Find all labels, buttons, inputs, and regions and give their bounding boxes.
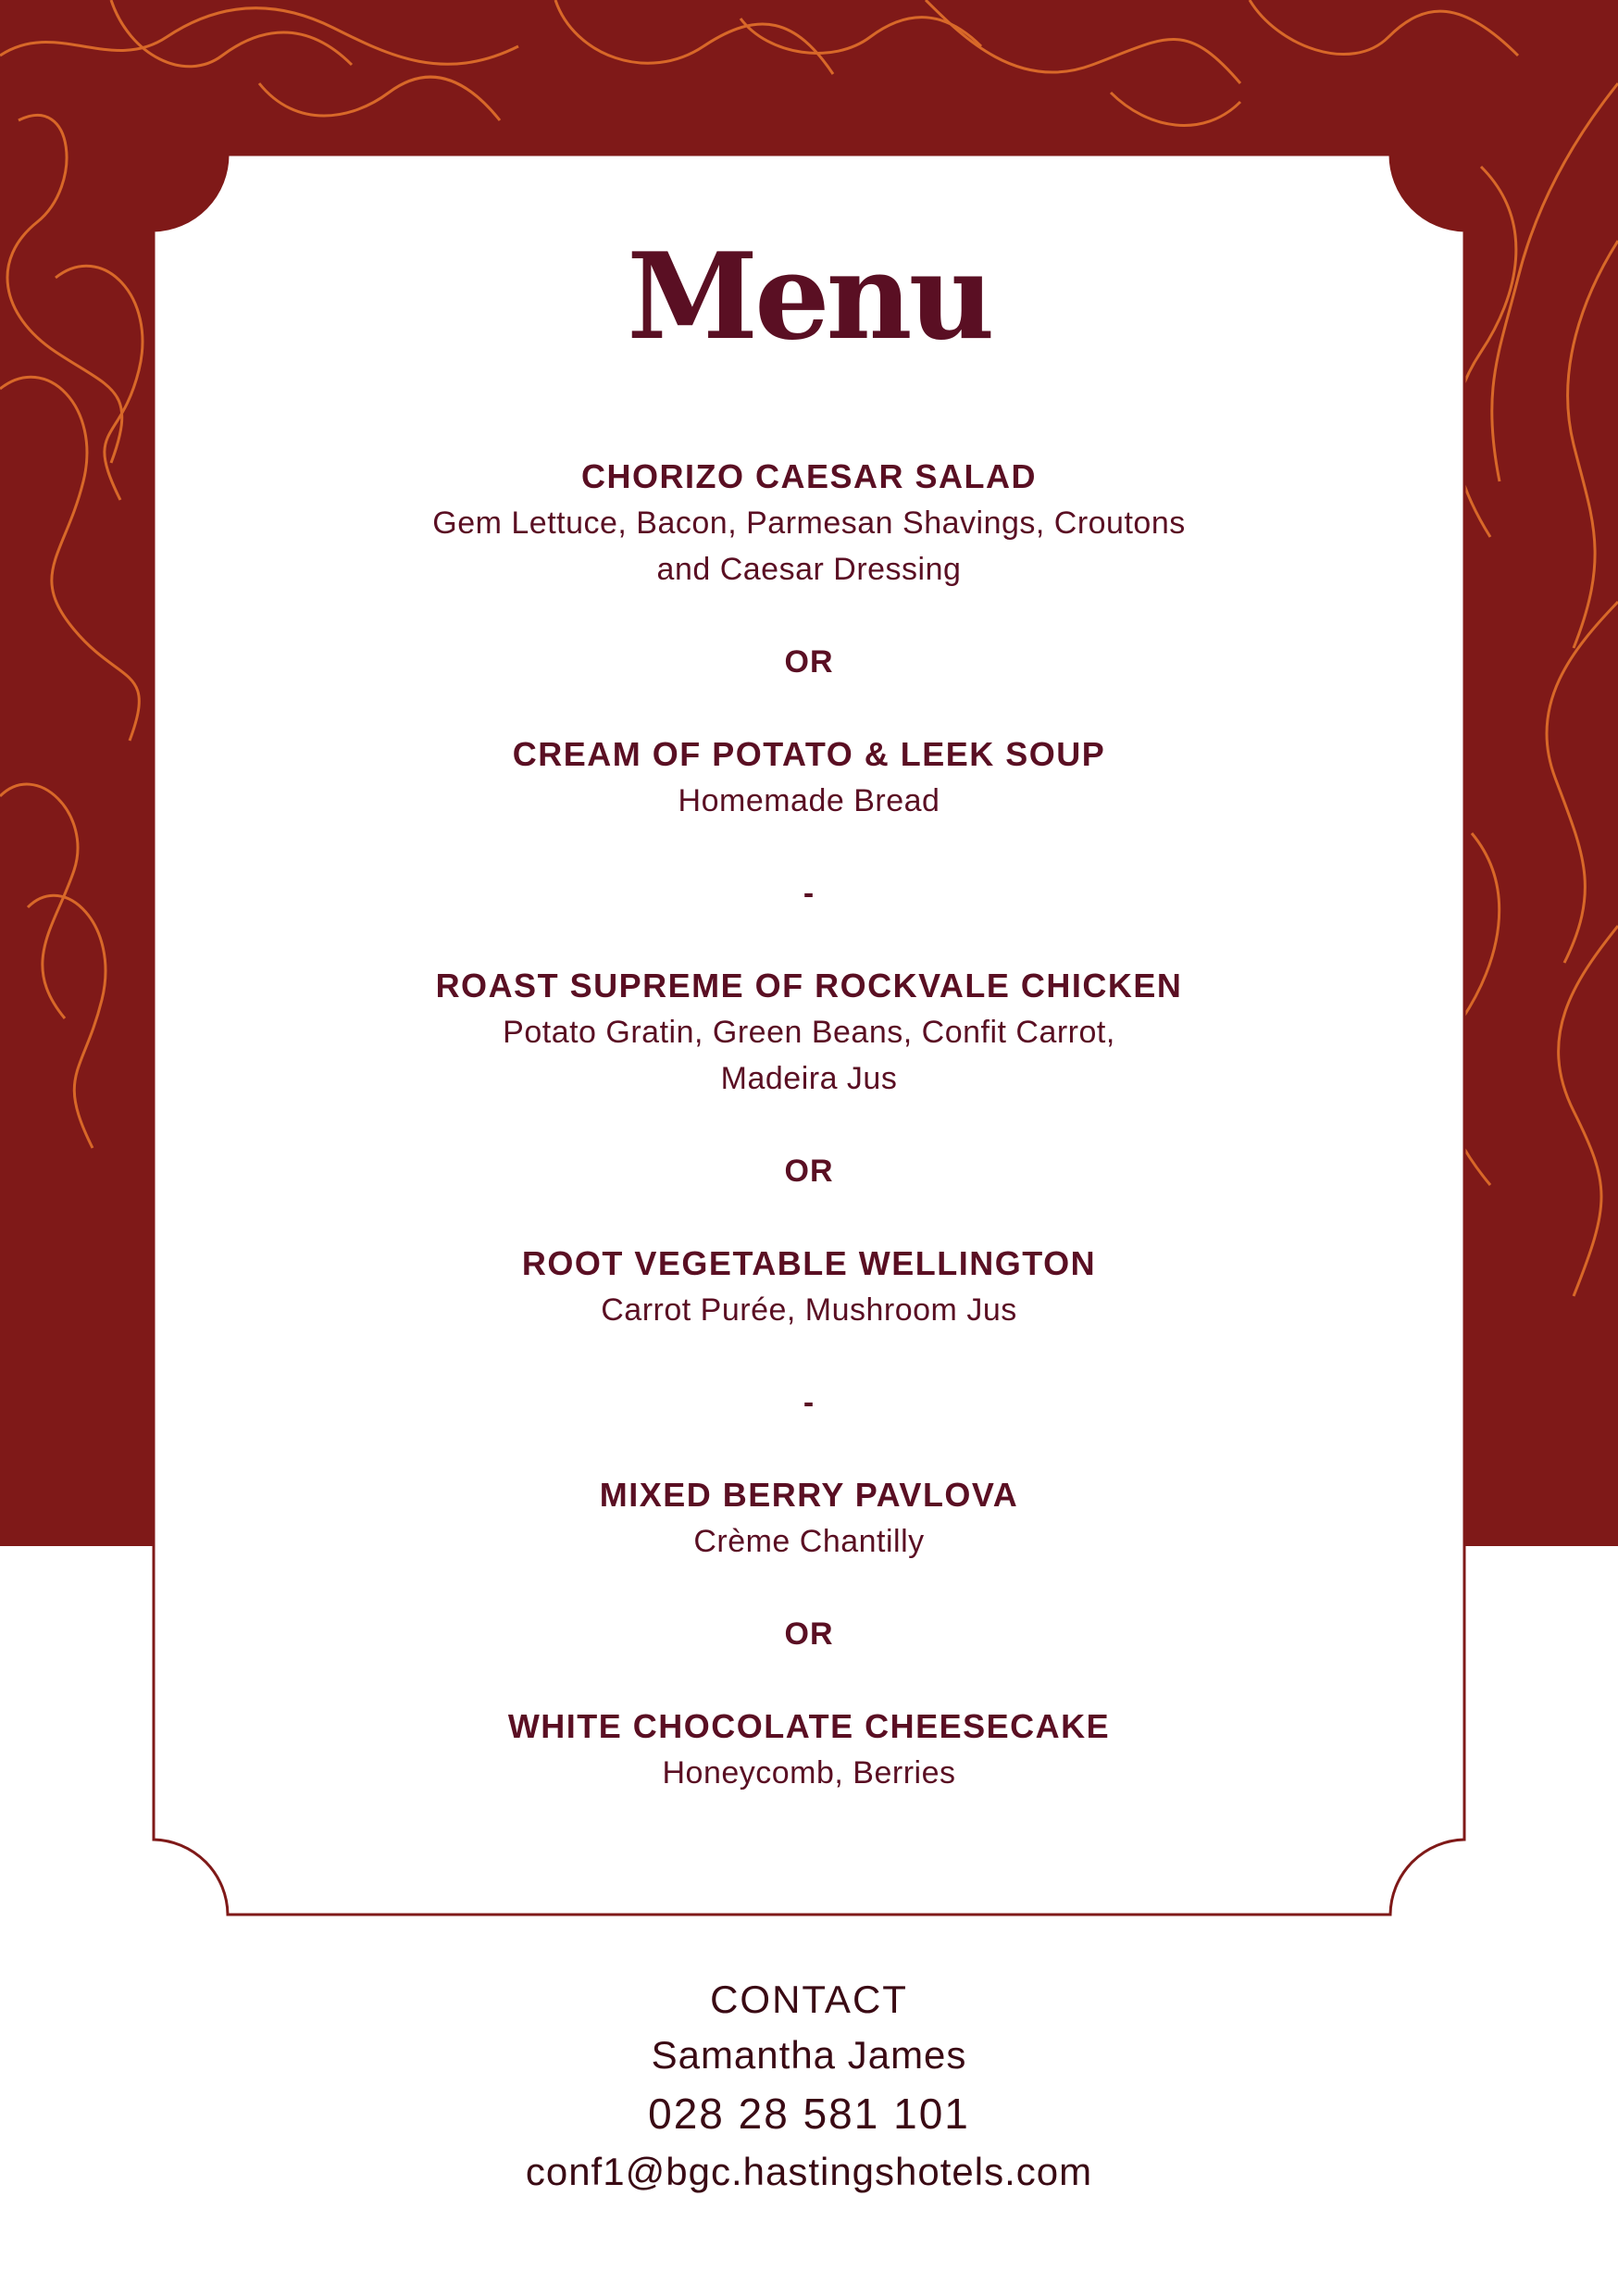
or-separator: OR (784, 644, 834, 680)
dish-description-line: Honeycomb, Berries (662, 1755, 956, 1791)
dish-name: CHORIZO CAESAR SALAD (580, 457, 1037, 495)
dish-name: CREAM OF POTATO & LEEK SOUP (512, 735, 1106, 773)
course-separator: - (803, 876, 815, 911)
dish-name: WHITE CHOCOLATE CHEESECAKE (507, 1707, 1111, 1745)
dish-description (152, 1009, 1466, 1102)
dish-name: ROAST SUPREME OF ROCKVALE CHICKEN (435, 967, 1183, 1004)
dish-item-white-chocolate-cheesecake (152, 1703, 1466, 1796)
dish-name: ROOT VEGETABLE WELLINGTON (521, 1244, 1097, 1282)
menu-title: Menu (627, 228, 991, 367)
or-separator: OR (784, 1154, 834, 1189)
dish-item-rockvale-chicken (152, 963, 1466, 1102)
contact-name: Samantha James (651, 2033, 967, 2077)
dish-description (152, 500, 1466, 593)
dish-description-line: Homemade Bread (678, 783, 940, 818)
course-separator: - (803, 1385, 815, 1420)
dish-description-line: Madeira Jus (720, 1061, 898, 1096)
dish-item-mixed-berry-pavlova (152, 1472, 1466, 1565)
dish-item-chorizo-caesar-salad (152, 454, 1466, 593)
dish-item-potato-leek-soup (152, 731, 1466, 824)
dish-description-line: Crème Chantilly (693, 1524, 925, 1559)
contact-heading: CONTACT (710, 1978, 908, 2021)
dish-description (152, 1287, 1466, 1333)
or-separator: OR (784, 1616, 834, 1652)
dish-description-line: and Caesar Dressing (656, 552, 962, 587)
dish-item-root-vegetable-wellington (152, 1241, 1466, 1333)
dish-description-line: Carrot Purée, Mushroom Jus (601, 1292, 1017, 1328)
menu-card (152, 153, 1466, 1916)
dish-description-line: Gem Lettuce, Bacon, Parmesan Shavings, Croutons (432, 505, 1186, 541)
dish-description (152, 1518, 1466, 1565)
dish-name: MIXED BERRY PAVLOVA (599, 1476, 1019, 1514)
dish-description (152, 778, 1466, 824)
contact-email[interactable]: conf1@bgc.hastingshotels.com (525, 2150, 1093, 2193)
contact-section (0, 1972, 1618, 2200)
contact-phone[interactable]: 028 28 581 101 (648, 2090, 970, 2138)
dish-description (152, 1750, 1466, 1796)
dish-description-line: Potato Gratin, Green Beans, Confit Carrot, (503, 1015, 1115, 1050)
